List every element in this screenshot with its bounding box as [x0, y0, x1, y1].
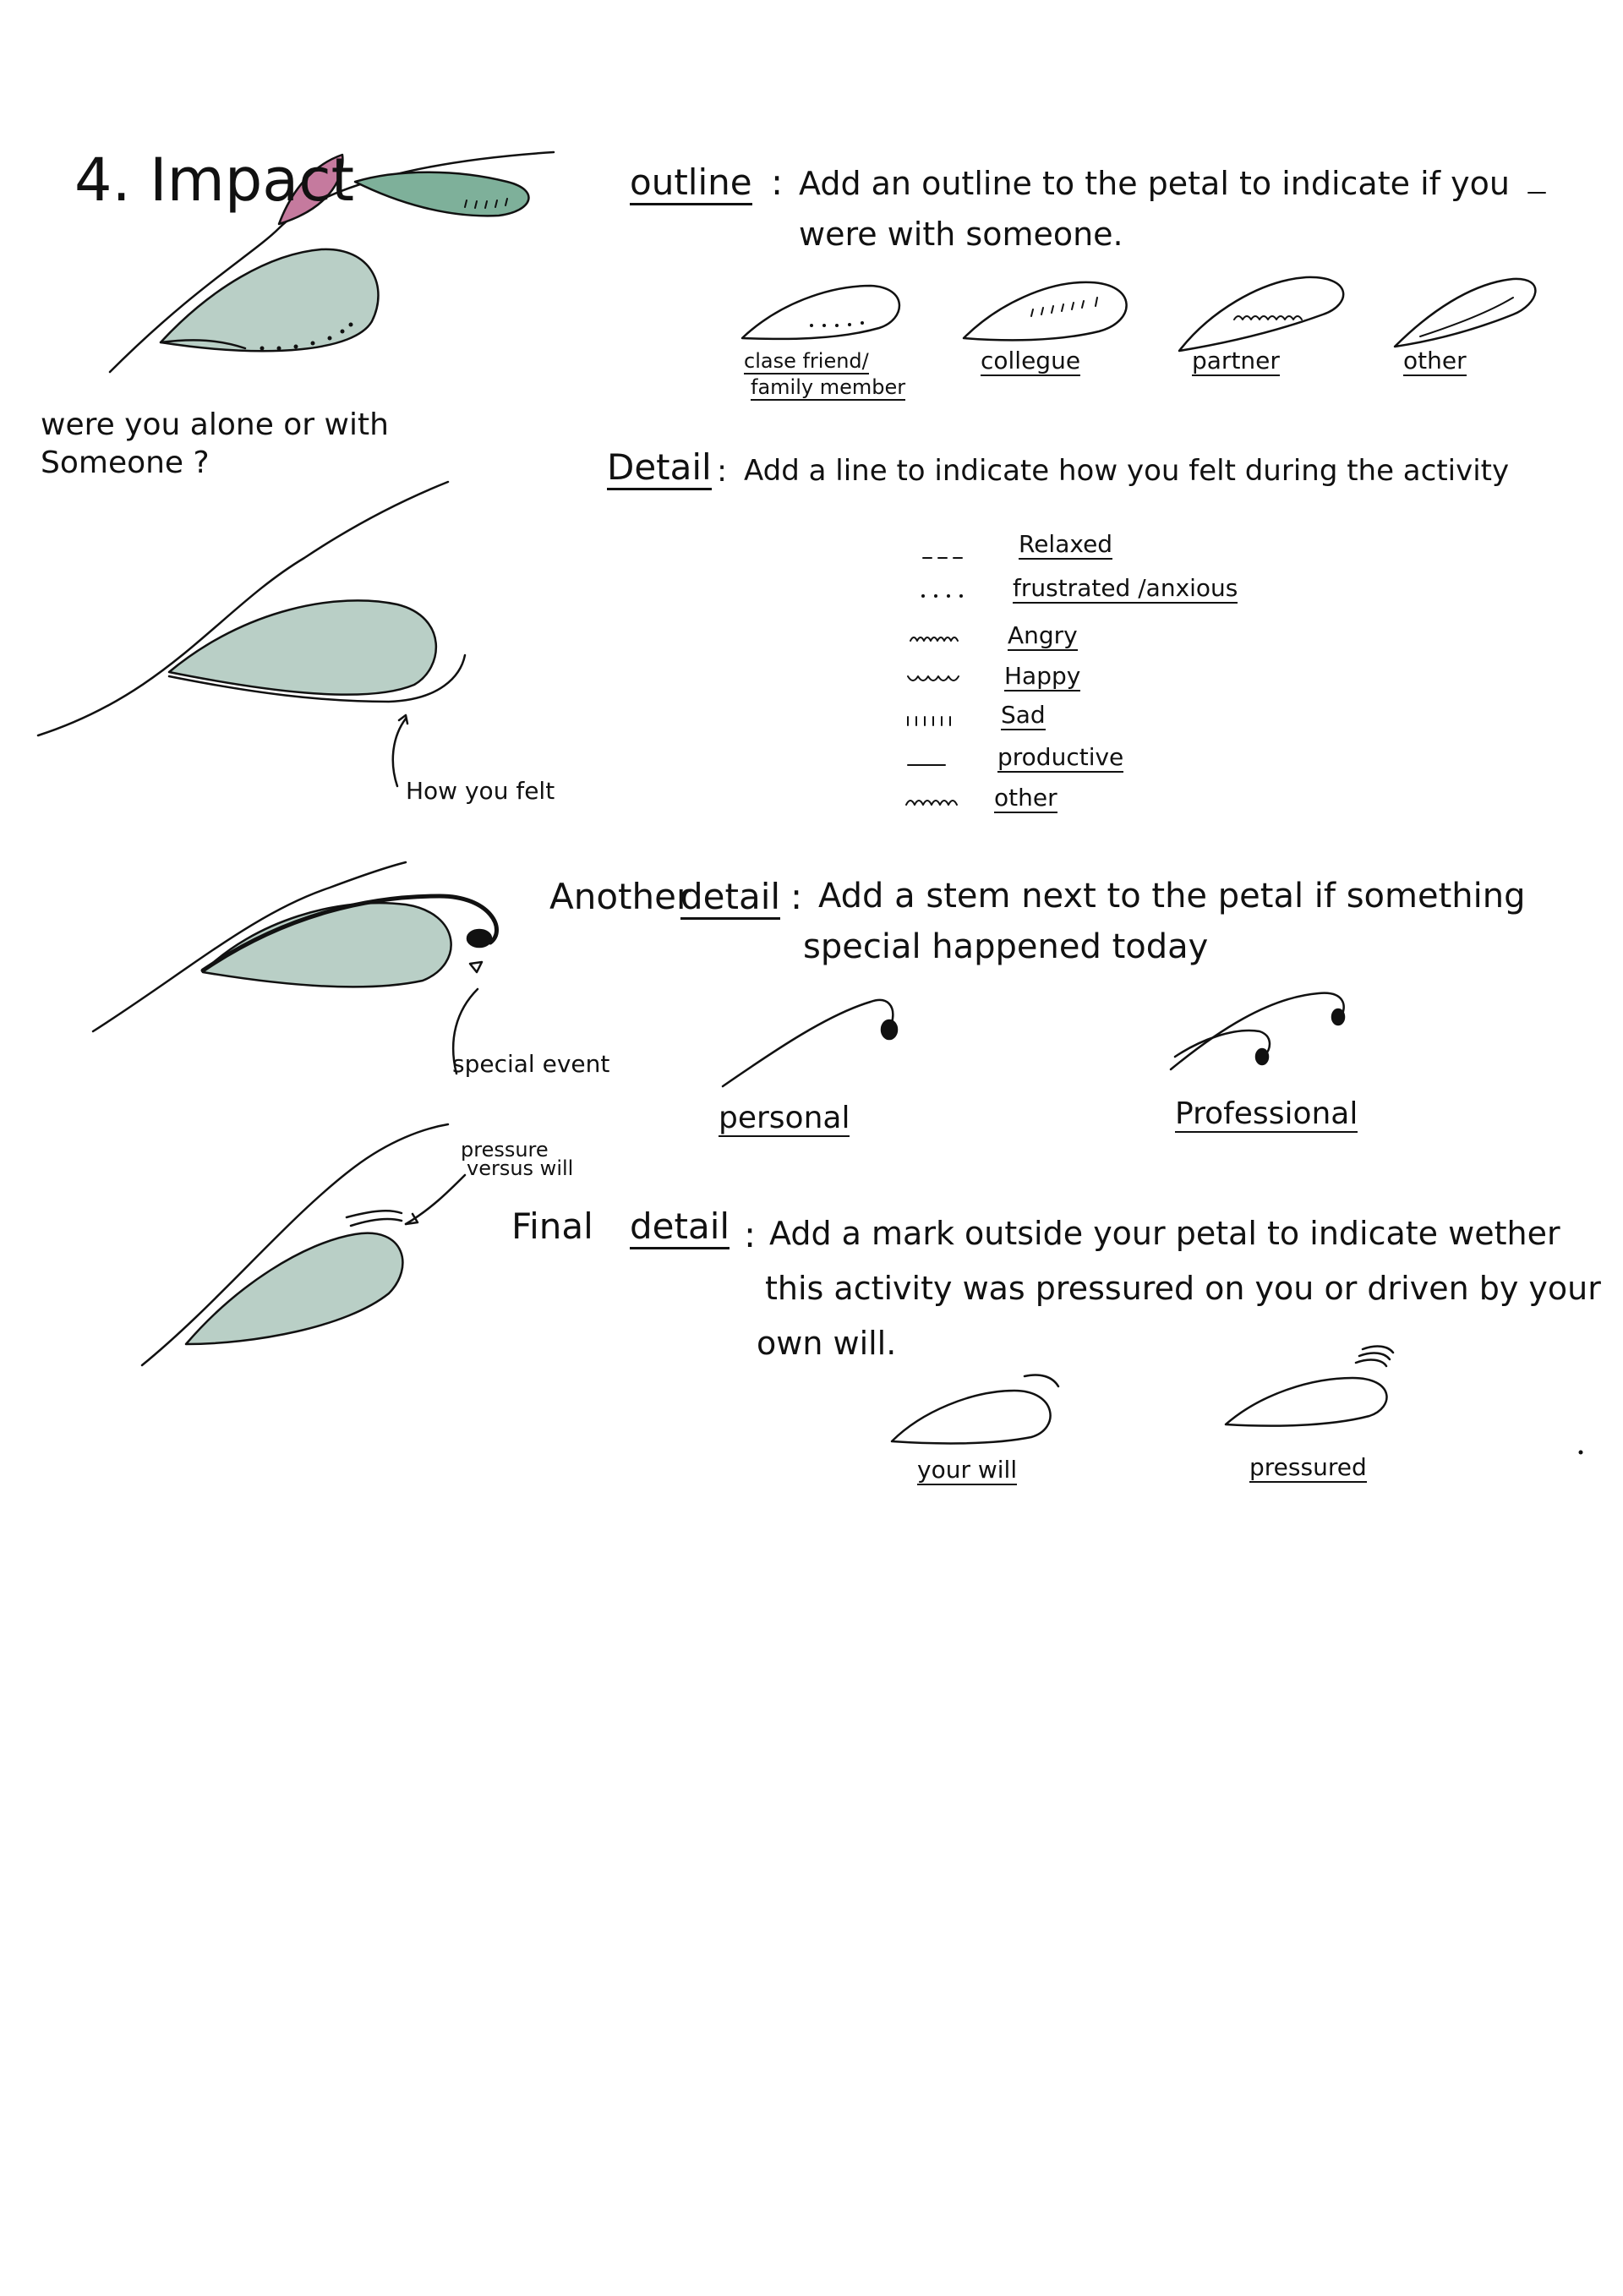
- outline-heading: outline: [630, 165, 752, 205]
- big-petal-1: [161, 249, 379, 351]
- legend-productive: productive: [997, 743, 1124, 771]
- legend-other: other: [994, 784, 1057, 812]
- another-heading-word: Another: [549, 876, 691, 917]
- final-text-2: this activity was pressured on you or driven by your: [765, 1270, 1601, 1307]
- legend-marks: [906, 558, 963, 805]
- another-colon: :: [790, 876, 803, 917]
- another-text-1: Add a stem next to the petal if something: [818, 877, 1526, 916]
- mark-option-your-will: [892, 1375, 1058, 1444]
- final-colon: :: [744, 1214, 757, 1255]
- how-you-felt-annotation: How you felt: [406, 777, 555, 805]
- detail-text: Add a line to indicate how you felt during the activity: [744, 454, 1510, 488]
- final-heading-detail: detail: [630, 1209, 730, 1249]
- mark-option-your-will-label: your will: [917, 1456, 1018, 1484]
- stem-option-personal-label: personal: [719, 1101, 850, 1135]
- pressure-annotation-2: versus will: [467, 1156, 574, 1180]
- option-partner: partner: [1192, 347, 1280, 374]
- outline-text-2: were with someone.: [799, 216, 1123, 253]
- page-title: 4. Impact: [74, 145, 355, 215]
- option-collegue: collegue: [981, 347, 1081, 374]
- question-line-2: Someone ?: [41, 446, 210, 480]
- another-text-2: special happened today: [803, 927, 1209, 966]
- legend-happy: Happy: [1004, 662, 1081, 690]
- stem-option-professional-label: Professional: [1175, 1096, 1358, 1131]
- question-line-1: were you alone or with: [41, 407, 389, 442]
- legend-sad: Sad: [1001, 701, 1046, 729]
- stem-option-personal: [723, 1000, 897, 1086]
- final-heading-word: Final: [511, 1205, 593, 1247]
- final-text-1: Add a mark outside your petal to indicate wether: [769, 1215, 1560, 1252]
- stem-option-professional: [1171, 993, 1344, 1069]
- outline-petal-close-friend: [742, 286, 899, 339]
- mark-option-pressured-label: pressured: [1249, 1453, 1367, 1481]
- detail-petal-drawing: [38, 482, 465, 786]
- legend-angry: Angry: [1008, 621, 1078, 649]
- option-close-friend: clase friend/: [744, 349, 869, 373]
- option-other: other: [1403, 347, 1467, 374]
- detail-heading: Detail: [607, 450, 712, 490]
- mark-option-pressured: [1226, 1347, 1393, 1426]
- outline-text-1: Add an outline to the petal to indicate if you: [799, 165, 1510, 202]
- mark-petal-drawing: [142, 1124, 465, 1365]
- final-text-3: own will.: [757, 1325, 897, 1362]
- green-leaf: [355, 172, 528, 216]
- legend-frustrated: frustrated /anxious: [1013, 574, 1238, 602]
- legend-relaxed: Relaxed: [1019, 530, 1113, 558]
- outline-petal-partner: [1179, 277, 1343, 351]
- outline-colon: :: [771, 161, 784, 203]
- stem-petal-drawing: [93, 862, 497, 1074]
- outline-petal-other: [1395, 279, 1535, 347]
- option-family-member: family member: [751, 375, 906, 399]
- detail-colon: :: [717, 454, 728, 489]
- pressure-annotation-1: pressure: [461, 1138, 549, 1162]
- another-heading-detail: detail: [680, 879, 780, 920]
- special-event-annotation: special event: [452, 1050, 610, 1078]
- outline-petal-collegue: [964, 282, 1127, 340]
